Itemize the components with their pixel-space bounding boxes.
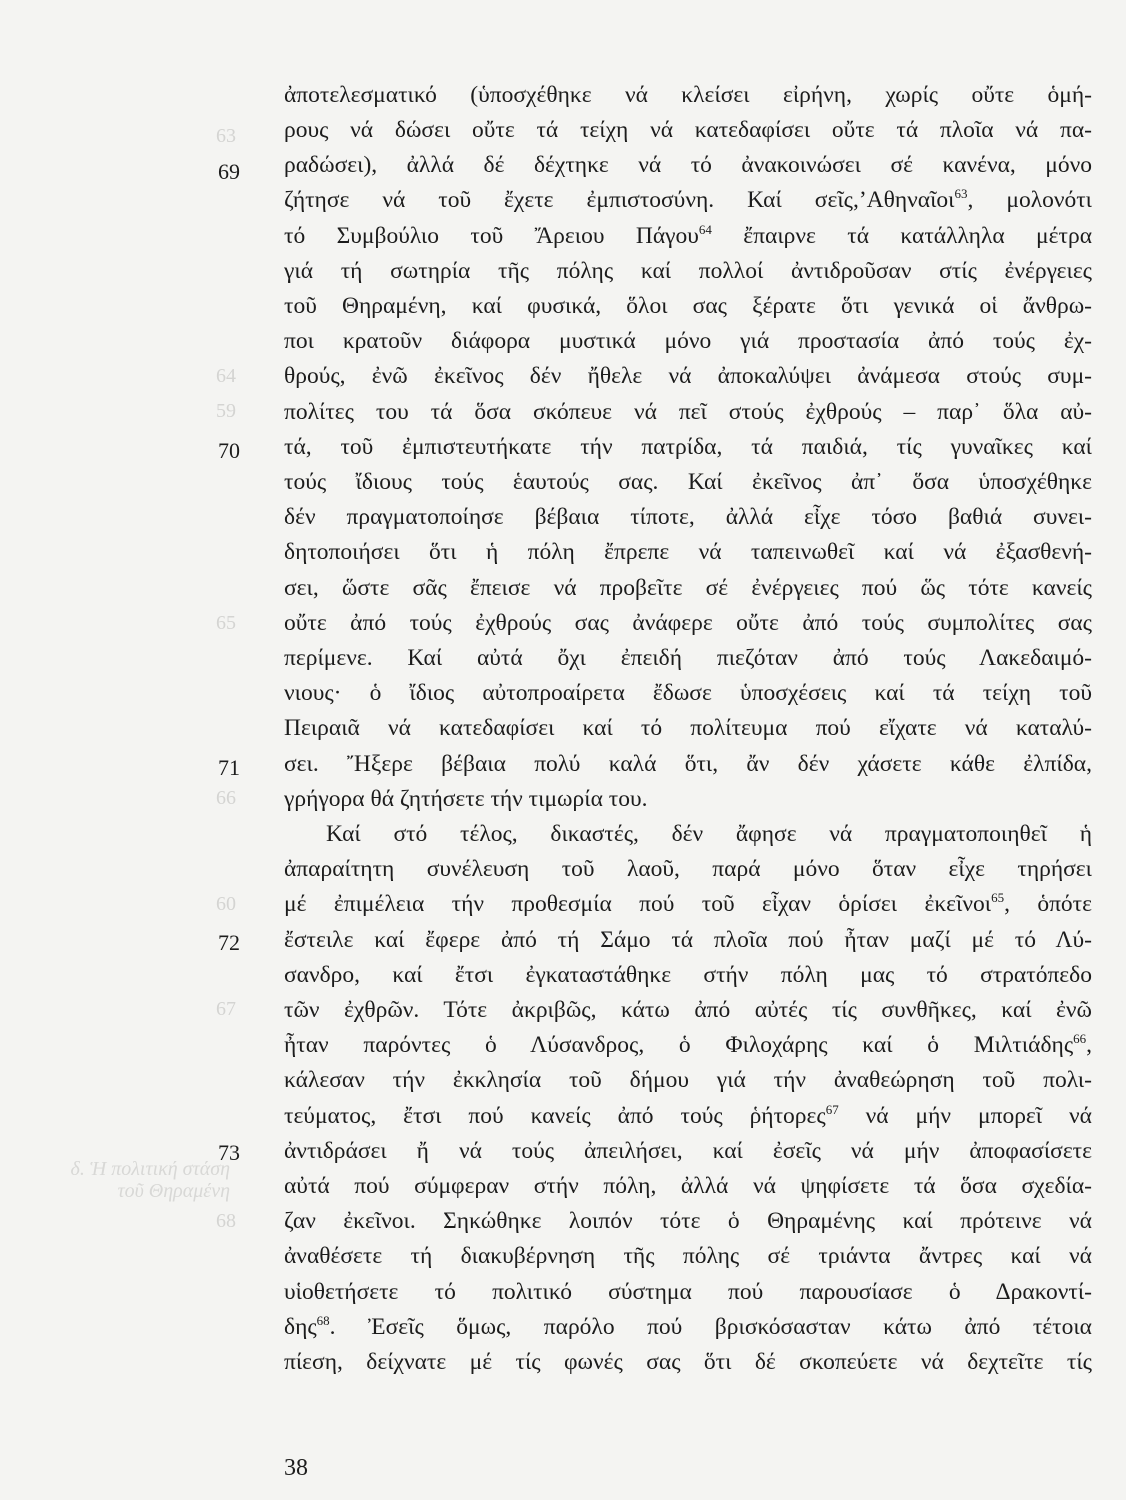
text-line: ρους νά δώσει οὔτε τά τείχη νά κατεδαφίσει οὔτε τά πλοῖα νά πα-: [284, 117, 1092, 143]
footnote-ref: 67: [825, 1102, 839, 1118]
text-line: τῶν ἐχθρῶν. Τότε ἀκριβῶς, κάτω ἀπό αὐτές τίς συνθῆκες, καί ἐνῶ: [284, 997, 1092, 1023]
margin-section-number: 71: [218, 755, 240, 780]
margin-section-number: 73: [218, 1140, 240, 1165]
ghost-number: 59: [216, 400, 236, 422]
text-line: τό Συμβούλιο τοῦ Ἄρειου Πάγου$^{64}$ ἔπαιρνε τά κατάλληλα μέτρα: [284, 222, 1093, 249]
text-line: δης$^{68}$. Ἐσεῖς ὅμως, παρόλο πού βρισκόσασταν κάτω ἀπό τέτοια: [284, 1313, 1092, 1340]
text-line: ζήτησε νά τοῦ ἔχετε ἐμπιστοσύνη. Καί σεῖς,ʼΑθηναῖοι$^{63}$, μολονότι: [284, 186, 1092, 213]
text-line: πολίτες του τά ὅσα σκόπευε νά πεῖ στούς ἐχθρούς – παρ᾽ ὅλα αὐ-: [284, 399, 1092, 425]
text-line: τούς ἴδιους τούς ἑαυτούς σας. Καί ἐκεῖνος ἀπ᾽ ὅσα ὑποσχέθηκε: [284, 469, 1092, 495]
text-line: τεύματος, ἔτσι πού κανείς ἀπό τούς ῥήτορες$^{67}$ νά μήν μπορεῖ νά: [284, 1102, 1092, 1129]
margin-section-number: 72: [218, 930, 240, 955]
footnote-ref: 66: [1073, 1031, 1087, 1047]
text-line: δητοποιήσει ὅτι ἡ πόλη ἔπρεπε νά ταπεινωθεῖ καί νά ἐξασθενή-: [284, 539, 1092, 565]
ghost-number: 60: [216, 893, 236, 915]
text-line: κάλεσαν τήν ἐκκλησία τοῦ δήμου γιά τήν ἀναθεώρηση τοῦ πολι-: [284, 1067, 1092, 1093]
text-line: γιά τή σωτηρία τῆς πόλης καί πολλοί ἀντιδροῦσαν στίς ἐνέργειες: [284, 258, 1092, 284]
ghost-number: 65: [216, 612, 236, 634]
text-line: τοῦ Θηραμένη, καί φυσικά, ὅλοι σας ξέρατε ὅτι γενικά οἱ ἄνθρω-: [284, 293, 1092, 319]
text-line: ἀποτελεσματικό (ὑποσχέθηκε νά κλείσει εἰρήνη, χωρίς οὔτε ὁμή-: [284, 82, 1092, 108]
text-line: θρούς, ἐνῶ ἐκεῖνος δέν ἤθελε νά ἀποκαλύψει ἀνάμεσα στούς συμ-: [284, 363, 1092, 389]
margin-section-number: 70: [218, 438, 240, 463]
text-line: υἱοθετήσετε τό πολιτικό σύστημα πού παρουσίασε ὁ Δρακοντί-: [284, 1279, 1092, 1305]
ghost-side-note: δ. Ἡ πολιτική στάση τοῦ Θηραμένη: [70, 1158, 230, 1202]
text-line: γρήγορα θά ζητήσετε τήν τιμωρία του.: [284, 786, 648, 812]
text-line: πίεση, δείχνατε μέ τίς φωνές σας ὅτι δέ σκοπεύετε νά δεχτεῖτε τίς: [284, 1349, 1092, 1375]
footnote-ref: 68: [316, 1313, 330, 1329]
text-line: δέν πραγματοποίησε βέβαια τίποτε, ἀλλά εἶχε τόσο βαθιά συνει-: [284, 504, 1092, 530]
text-line: νιους· ὁ ἴδιος αὐτοπροαίρετα ἔδωσε ὑποσχέσεις καί τά τείχη τοῦ: [284, 680, 1092, 706]
text-line: ποι κρατοῦν διάφορα μυστικά μόνο γιά προστασία ἀπό τούς ἐχ-: [284, 328, 1092, 354]
text-line: ἦταν παρόντες ὁ Λύσανδρος, ὁ Φιλοχάρης καί ὁ Μιλτιάδης$^{66}$,: [284, 1031, 1092, 1058]
text-line: περίμενε. Καί αὐτά ὄχι ἐπειδή πιεζόταν ἀπό τούς Λακεδαιμό-: [284, 645, 1092, 671]
text-line: ἀπαραίτητη συνέλευση τοῦ λαοῦ, παρά μόνο ὅταν εἶχε τηρήσει: [284, 856, 1092, 882]
text-line: σει, ὥστε σᾶς ἔπεισε νά προβεῖτε σέ ἐνέργειες πού ὥς τότε κανείς: [284, 575, 1092, 601]
text-line: ραδώσει), ἀλλά δέ δέχτηκε νά τό ἀνακοινώσει σέ κανένα, μόνο: [284, 152, 1092, 178]
ghost-number: 64: [216, 365, 236, 387]
paragraph-start-line: Καί στό τέλος, δικαστές, δέν ἄφησε νά πραγματοποιηθεῖ ἡ: [326, 821, 1092, 847]
text-line: ἔστειλε καί ἔφερε ἀπό τή Σάμο τά πλοῖα πού ἦταν μαζί μέ τό Λύ-: [284, 927, 1092, 953]
text-line: Πειραιᾶ νά κατεδαφίσει καί τό πολίτευμα πού εἴχατε νά καταλύ-: [284, 715, 1092, 741]
footnote-ref: 65: [991, 890, 1005, 906]
text-line: μέ ἐπιμέλεια τήν προθεσμία πού τοῦ εἶχαν ὁρίσει ἐκεῖνοι$^{65}$, ὁπότε: [284, 890, 1092, 917]
text-line: οὔτε ἀπό τούς ἐχθρούς σας ἀνάφερε οὔτε ἀπό τούς συμπολίτες σας: [284, 610, 1092, 636]
ghost-number: 66: [216, 787, 236, 809]
footnote-ref: 64: [698, 222, 712, 238]
ghost-number: 67: [216, 998, 236, 1020]
margin-section-number: 69: [218, 159, 240, 184]
text-line: αὐτά πού σύμφεραν στήν πόλη, ἀλλά νά ψηφίσετε τά ὅσα σχεδία-: [284, 1173, 1092, 1199]
text-line: σανδρο, καί ἔτσι ἐγκαταστάθηκε στήν πόλη μας τό στρατόπεδο: [284, 962, 1092, 988]
footnote-ref: 63: [954, 186, 968, 202]
page-number: 38: [284, 1455, 308, 1481]
text-line: σει. Ἤξερε βέβαια πολύ καλά ὅτι, ἄν δέν χάσετε κάθε ἐλπίδα,: [284, 751, 1092, 777]
ghost-number: 63: [216, 125, 236, 147]
text-line: ἀντιδράσει ἤ νά τούς ἀπειλήσει, καί ἐσεῖς νά μήν ἀποφασίσετε: [284, 1138, 1092, 1164]
ghost-number: 68: [216, 1210, 236, 1232]
text-line: τά, τοῦ ἐμπιστευτήκατε τήν πατρίδα, τά παιδιά, τίς γυναῖκες καί: [284, 434, 1092, 460]
text-line: ζαν ἐκεῖνοι. Σηκώθηκε λοιπόν τότε ὁ Θηραμένης καί πρότεινε νά: [284, 1208, 1092, 1234]
text-line: ἀναθέσετε τή διακυβέρνηση τῆς πόλης σέ τριάντα ἄντρες καί νά: [284, 1243, 1092, 1269]
